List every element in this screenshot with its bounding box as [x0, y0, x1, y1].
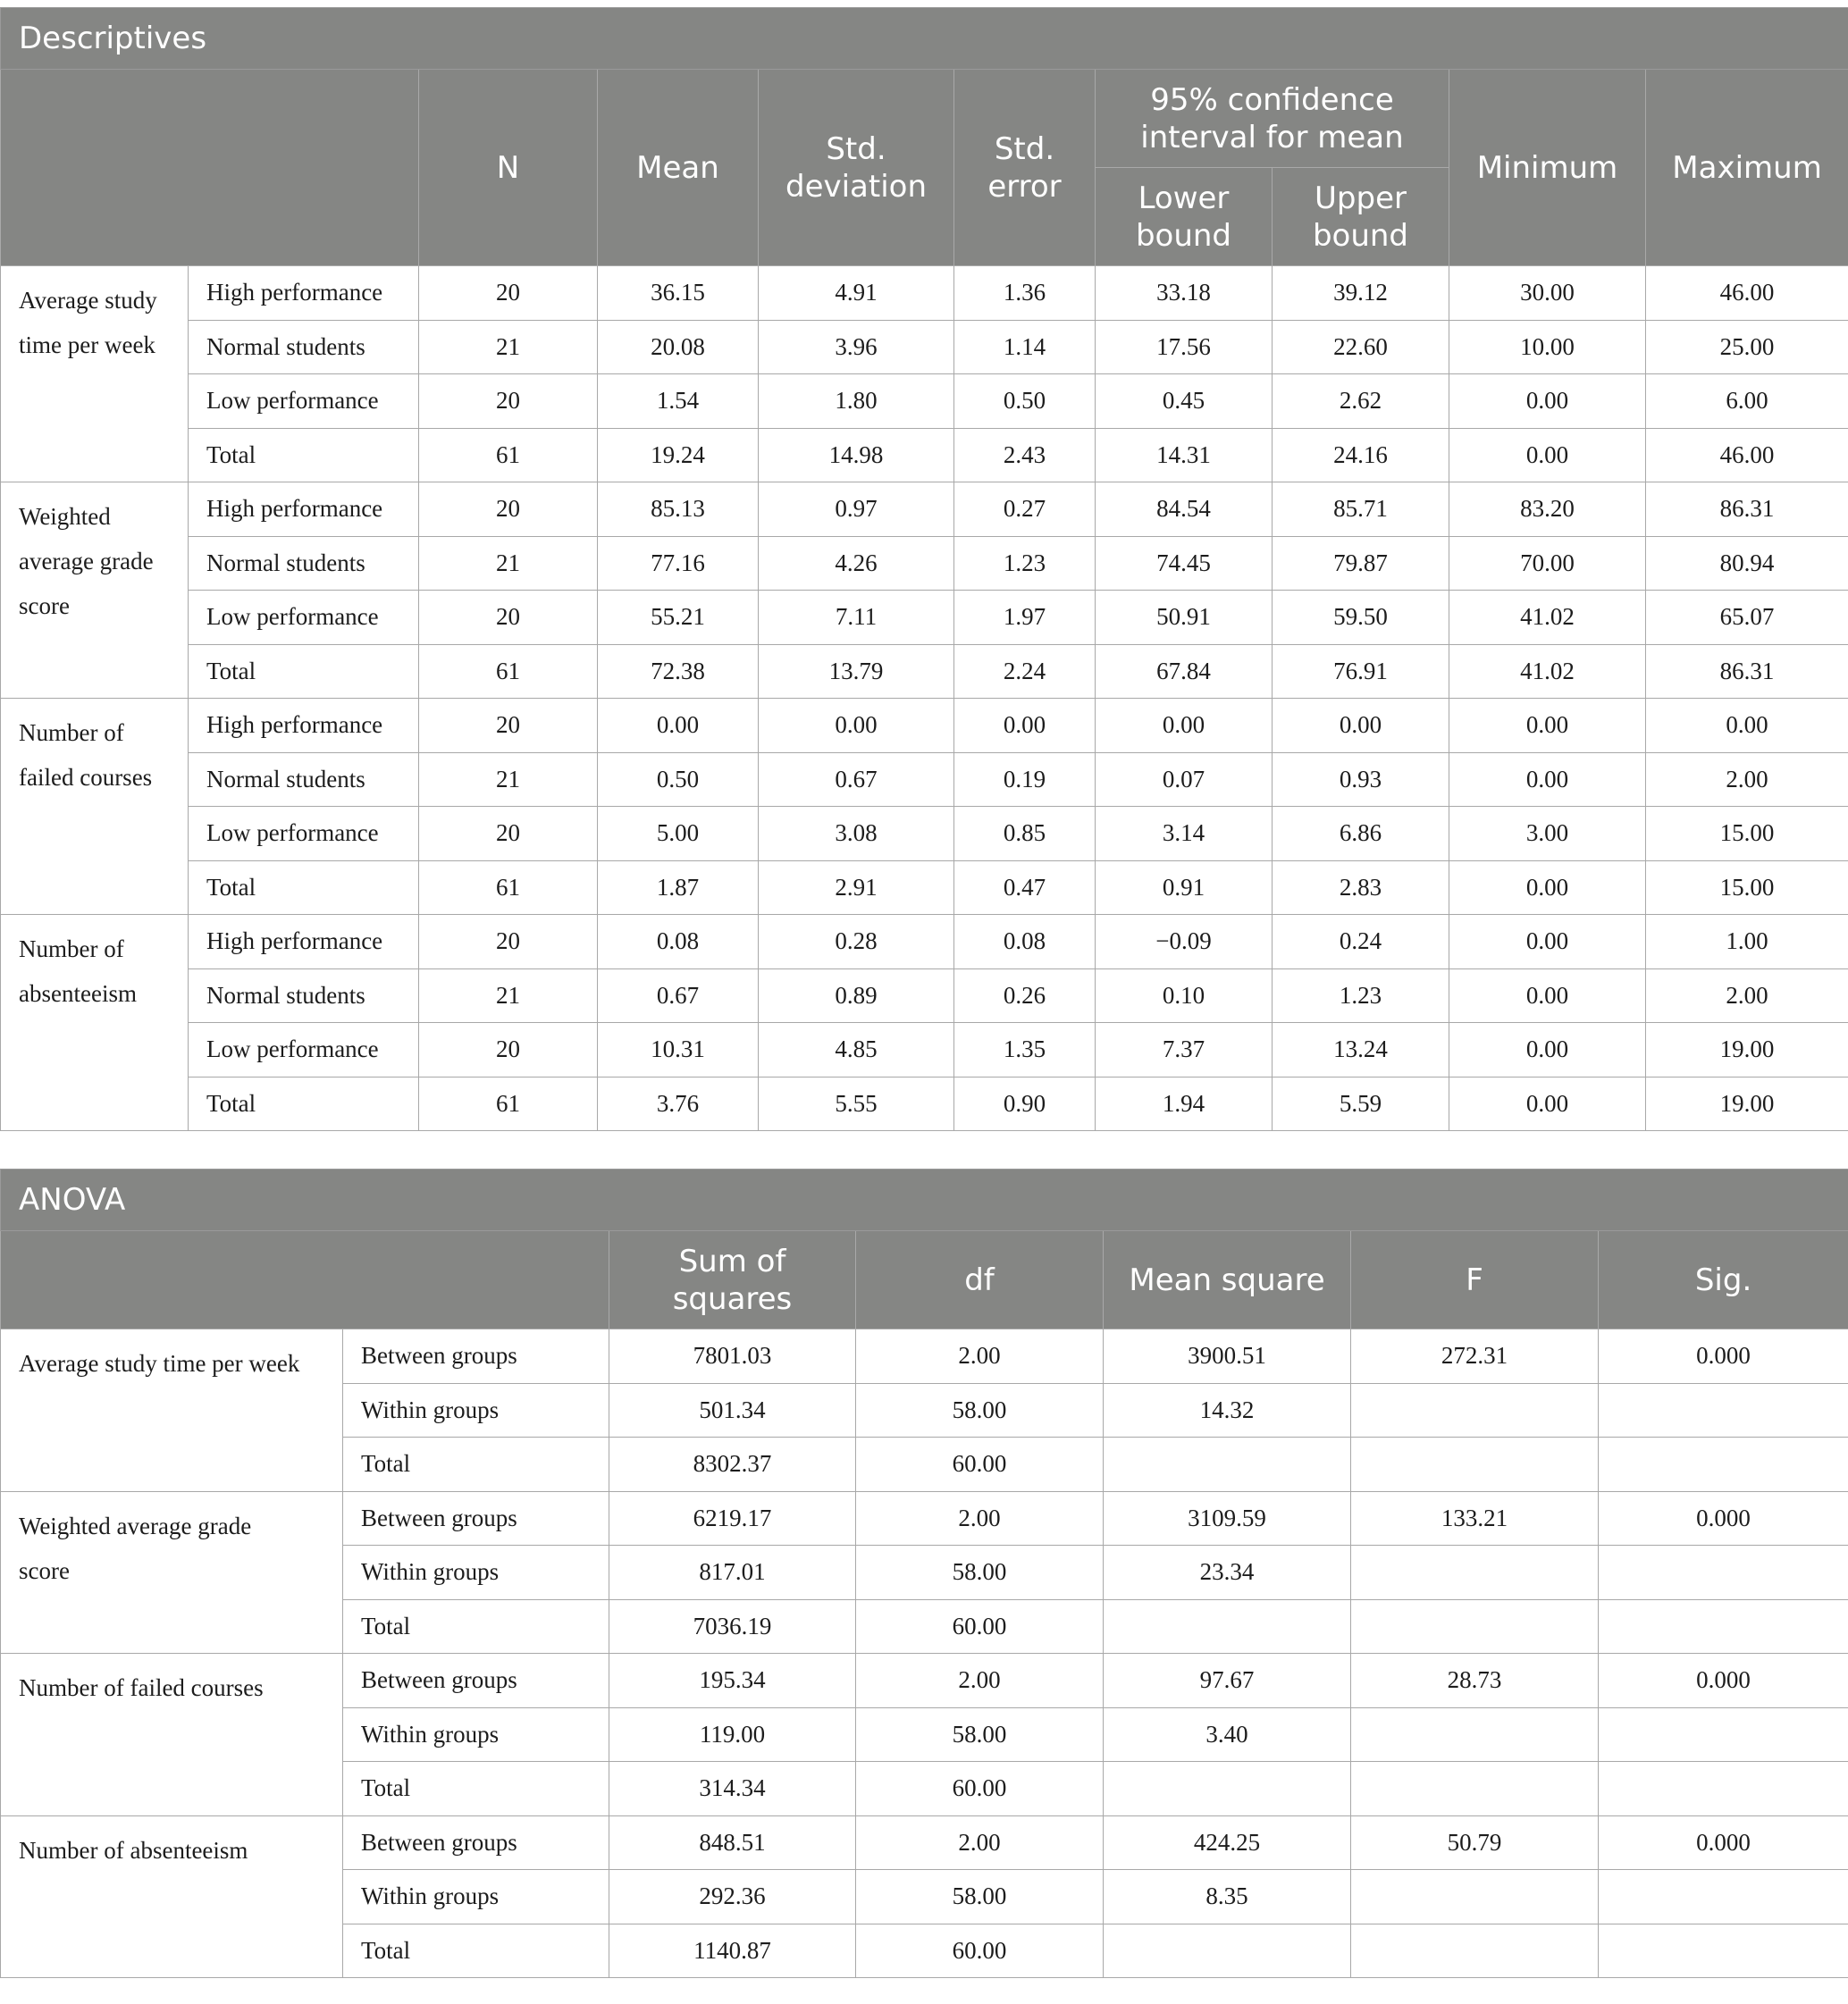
descriptives-value-cell: 0.90 — [954, 1077, 1096, 1131]
descriptives-value-cell: 46.00 — [1646, 266, 1848, 321]
anova-value-cell: 50.79 — [1351, 1815, 1599, 1870]
descriptives-group-label: Total — [189, 1077, 419, 1131]
descriptives-value-cell: 14.98 — [759, 428, 954, 482]
anova-value-cell — [1104, 1438, 1351, 1492]
anova-group-label: Total — [343, 1924, 609, 1978]
descriptives-variable-label-line: absenteeism — [19, 980, 137, 1007]
descriptives-value-cell: 2.83 — [1273, 860, 1449, 915]
anova-value-cell: 817.01 — [609, 1546, 856, 1600]
descriptives-value-cell: 0.27 — [954, 482, 1096, 537]
descriptives-group-label: Normal students — [189, 752, 419, 807]
anova-value-cell: 97.67 — [1104, 1654, 1351, 1708]
anova-value-cell: 7036.19 — [609, 1599, 856, 1654]
anova-value-cell — [1599, 1762, 1848, 1816]
descriptives-header-row — [1, 70, 1848, 168]
descriptives-value-cell: 20 — [419, 1023, 598, 1077]
header-std-deviation — [759, 70, 954, 266]
header-upper-line1: Upper — [1315, 180, 1407, 216]
anova-value-cell — [1599, 1707, 1848, 1762]
descriptives-value-cell: 61 — [419, 1077, 598, 1131]
header-df: df — [856, 1231, 1104, 1329]
descriptives-value-cell: 19.00 — [1646, 1023, 1848, 1077]
descriptives-value-cell: 0.85 — [954, 807, 1096, 861]
descriptives-value-cell: 15.00 — [1646, 860, 1848, 915]
anova-variable-label — [1, 1654, 343, 1816]
descriptives-value-cell: 79.87 — [1273, 536, 1449, 591]
descriptives-value-cell: 0.00 — [1096, 699, 1273, 753]
descriptives-value-cell: 13.24 — [1273, 1023, 1449, 1077]
anova-value-cell — [1351, 1870, 1599, 1924]
descriptives-value-cell: 0.00 — [1449, 968, 1646, 1023]
descriptives-value-cell: 20 — [419, 591, 598, 645]
anova-value-cell — [1599, 1870, 1848, 1924]
descriptives-value-cell: 1.00 — [1646, 915, 1848, 969]
header-maximum: Maximum — [1646, 70, 1848, 266]
anova-value-cell: 60.00 — [856, 1599, 1104, 1654]
anova-value-cell: 8302.37 — [609, 1438, 856, 1492]
anova-group-label: Between groups — [343, 1329, 609, 1384]
anova-value-cell: 3.40 — [1104, 1707, 1351, 1762]
descriptives-row — [1, 1023, 1848, 1077]
descriptives-value-cell: 2.62 — [1273, 374, 1449, 429]
anova-value-cell — [1599, 1383, 1848, 1438]
anova-group-label: Between groups — [343, 1815, 609, 1870]
descriptives-value-cell: 0.00 — [1449, 428, 1646, 482]
descriptives-value-cell: 33.18 — [1096, 266, 1273, 321]
descriptives-group-label: High performance — [189, 915, 419, 969]
descriptives-value-cell: 20 — [419, 266, 598, 321]
descriptives-value-cell: 0.97 — [759, 482, 954, 537]
descriptives-value-cell: 1.54 — [598, 374, 759, 429]
anova-value-cell: 58.00 — [856, 1383, 1104, 1438]
descriptives-group-label: Low performance — [189, 374, 419, 429]
descriptives-value-cell: 13.79 — [759, 644, 954, 699]
descriptives-value-cell: 0.00 — [1449, 699, 1646, 753]
header-upper-line2: bound — [1312, 217, 1409, 254]
descriptives-value-cell: 21 — [419, 968, 598, 1023]
descriptives-value-cell: 0.00 — [1449, 374, 1646, 429]
descriptives-row — [1, 644, 1848, 699]
descriptives-table — [0, 7, 1848, 1131]
descriptives-title: Descriptives — [1, 8, 1848, 70]
descriptives-value-cell: 0.19 — [954, 752, 1096, 807]
descriptives-value-cell: 7.11 — [759, 591, 954, 645]
descriptives-group-label: Low performance — [189, 1023, 419, 1077]
descriptives-variable-label — [1, 915, 189, 1131]
descriptives-value-cell: 0.24 — [1273, 915, 1449, 969]
anova-value-cell: 1140.87 — [609, 1924, 856, 1978]
descriptives-value-cell: 70.00 — [1449, 536, 1646, 591]
descriptives-value-cell: 0.00 — [1449, 1077, 1646, 1131]
header-lower-line2: bound — [1135, 217, 1232, 254]
anova-variable-label — [1, 1491, 343, 1654]
descriptives-row — [1, 807, 1848, 861]
descriptives-value-cell: 3.14 — [1096, 807, 1273, 861]
anova-group-label: Within groups — [343, 1870, 609, 1924]
anova-value-cell: 0.000 — [1599, 1329, 1848, 1384]
anova-group-label: Within groups — [343, 1383, 609, 1438]
descriptives-value-cell: 74.45 — [1096, 536, 1273, 591]
descriptives-group-label: High performance — [189, 482, 419, 537]
descriptives-value-cell: 20 — [419, 915, 598, 969]
anova-value-cell: 60.00 — [856, 1924, 1104, 1978]
anova-value-cell: 848.51 — [609, 1815, 856, 1870]
descriptives-value-cell: 0.00 — [1449, 915, 1646, 969]
descriptives-group-label: Total — [189, 644, 419, 699]
descriptives-value-cell: 20 — [419, 699, 598, 753]
anova-group-label: Total — [343, 1762, 609, 1816]
header-sum-of-squares — [609, 1231, 856, 1329]
header-ss-line1: Sum of — [678, 1243, 786, 1279]
header-lower-bound — [1096, 168, 1273, 266]
descriptives-value-cell: 6.00 — [1646, 374, 1848, 429]
anova-value-cell — [1351, 1762, 1599, 1816]
anova-value-cell: 58.00 — [856, 1870, 1104, 1924]
descriptives-row — [1, 482, 1848, 537]
anova-value-cell — [1104, 1762, 1351, 1816]
anova-value-cell: 2.00 — [856, 1815, 1104, 1870]
anova-row — [1, 1815, 1848, 1870]
descriptives-value-cell: 0.50 — [598, 752, 759, 807]
descriptives-variable-label-line: time per week — [19, 331, 155, 358]
descriptives-group-label: High performance — [189, 699, 419, 753]
anova-value-cell: 60.00 — [856, 1438, 1104, 1492]
descriptives-group-label: Low performance — [189, 591, 419, 645]
descriptives-value-cell: 36.15 — [598, 266, 759, 321]
descriptives-value-cell: 61 — [419, 428, 598, 482]
header-mean: Mean — [598, 70, 759, 266]
descriptives-value-cell: 1.35 — [954, 1023, 1096, 1077]
descriptives-value-cell: 0.08 — [954, 915, 1096, 969]
descriptives-value-cell: 39.12 — [1273, 266, 1449, 321]
descriptives-value-cell: 86.31 — [1646, 482, 1848, 537]
descriptives-group-label: Total — [189, 860, 419, 915]
header-lower-line1: Lower — [1138, 180, 1230, 216]
descriptives-variable-label-line: failed courses — [19, 764, 153, 791]
descriptives-value-cell: 0.00 — [1449, 860, 1646, 915]
anova-value-cell: 0.000 — [1599, 1815, 1848, 1870]
descriptives-value-cell: 83.20 — [1449, 482, 1646, 537]
descriptives-value-cell: 84.54 — [1096, 482, 1273, 537]
anova-value-cell — [1104, 1924, 1351, 1978]
anova-group-label: Between groups — [343, 1654, 609, 1708]
header-sig: Sig. — [1599, 1231, 1848, 1329]
descriptives-value-cell: 2.43 — [954, 428, 1096, 482]
descriptives-value-cell: 0.50 — [954, 374, 1096, 429]
anova-header-row — [1, 1231, 1848, 1329]
anova-title: ANOVA — [1, 1170, 1848, 1231]
descriptives-value-cell: 2.00 — [1646, 752, 1848, 807]
descriptives-value-cell: 0.45 — [1096, 374, 1273, 429]
anova-value-cell — [1351, 1707, 1599, 1762]
header-upper-bound — [1273, 168, 1449, 266]
descriptives-value-cell: 1.14 — [954, 320, 1096, 374]
descriptives-row — [1, 320, 1848, 374]
descriptives-value-cell: 0.00 — [1449, 1023, 1646, 1077]
descriptives-row — [1, 266, 1848, 321]
anova-value-cell: 28.73 — [1351, 1654, 1599, 1708]
anova-variable-label-line: Number of failed courses — [19, 1674, 264, 1701]
header-std-error-line1: Std. — [994, 130, 1055, 167]
descriptives-value-cell: 1.23 — [954, 536, 1096, 591]
descriptives-row — [1, 1077, 1848, 1131]
descriptives-value-cell: 0.00 — [1646, 699, 1848, 753]
descriptives-value-cell: 61 — [419, 644, 598, 699]
anova-value-cell: 8.35 — [1104, 1870, 1351, 1924]
descriptives-value-cell: 5.55 — [759, 1077, 954, 1131]
descriptives-value-cell: 0.00 — [598, 699, 759, 753]
descriptives-row — [1, 374, 1848, 429]
descriptives-value-cell: 3.76 — [598, 1077, 759, 1131]
header-ci-line2: interval for mean — [1140, 119, 1404, 155]
descriptives-group-label: Total — [189, 428, 419, 482]
anova-group-label: Between groups — [343, 1491, 609, 1546]
descriptives-group-label: Low performance — [189, 807, 419, 861]
descriptives-variable-label-line: Number of — [19, 719, 124, 746]
descriptives-value-cell: 4.91 — [759, 266, 954, 321]
anova-value-cell — [1599, 1599, 1848, 1654]
descriptives-title-row — [1, 8, 1848, 70]
descriptives-row — [1, 428, 1848, 482]
descriptives-row — [1, 699, 1848, 753]
anova-value-cell: 292.36 — [609, 1870, 856, 1924]
descriptives-variable-label — [1, 699, 189, 915]
descriptives-value-cell: 15.00 — [1646, 807, 1848, 861]
descriptives-value-cell: 19.00 — [1646, 1077, 1848, 1131]
anova-row — [1, 1491, 1848, 1546]
anova-value-cell: 272.31 — [1351, 1329, 1599, 1384]
descriptives-value-cell: 25.00 — [1646, 320, 1848, 374]
descriptives-group-label: Normal students — [189, 536, 419, 591]
anova-value-cell — [1599, 1924, 1848, 1978]
header-std-deviation-line1: Std. — [826, 130, 886, 167]
descriptives-value-cell: 0.47 — [954, 860, 1096, 915]
descriptives-value-cell: 0.00 — [1273, 699, 1449, 753]
descriptives-value-cell: 22.60 — [1273, 320, 1449, 374]
header-mean-square: Mean square — [1104, 1231, 1351, 1329]
anova-value-cell: 60.00 — [856, 1762, 1104, 1816]
descriptives-value-cell: 4.85 — [759, 1023, 954, 1077]
descriptives-value-cell: 20 — [419, 374, 598, 429]
descriptives-row — [1, 860, 1848, 915]
anova-table — [0, 1169, 1848, 1978]
descriptives-value-cell: 14.31 — [1096, 428, 1273, 482]
descriptives-value-cell: 20 — [419, 482, 598, 537]
anova-value-cell — [1351, 1924, 1599, 1978]
descriptives-value-cell: 3.00 — [1449, 807, 1646, 861]
anova-title-row — [1, 1170, 1848, 1231]
descriptives-corner-cell — [1, 70, 419, 266]
anova-value-cell: 7801.03 — [609, 1329, 856, 1384]
anova-value-cell — [1104, 1599, 1351, 1654]
descriptives-value-cell: −0.09 — [1096, 915, 1273, 969]
descriptives-row — [1, 536, 1848, 591]
descriptives-value-cell: 0.26 — [954, 968, 1096, 1023]
descriptives-value-cell: 21 — [419, 320, 598, 374]
anova-variable-label-line: Weighted average grade — [19, 1512, 252, 1539]
descriptives-value-cell: 0.67 — [598, 968, 759, 1023]
descriptives-value-cell: 0.67 — [759, 752, 954, 807]
descriptives-row — [1, 968, 1848, 1023]
descriptives-value-cell: 0.89 — [759, 968, 954, 1023]
descriptives-value-cell: 65.07 — [1646, 591, 1848, 645]
descriptives-value-cell: 46.00 — [1646, 428, 1848, 482]
descriptives-value-cell: 41.02 — [1449, 644, 1646, 699]
descriptives-value-cell: 3.96 — [759, 320, 954, 374]
descriptives-row — [1, 591, 1848, 645]
descriptives-value-cell: 80.94 — [1646, 536, 1848, 591]
descriptives-value-cell: 59.50 — [1273, 591, 1449, 645]
anova-value-cell: 119.00 — [609, 1707, 856, 1762]
anova-value-cell: 2.00 — [856, 1329, 1104, 1384]
descriptives-value-cell: 85.71 — [1273, 482, 1449, 537]
descriptives-value-cell: 1.87 — [598, 860, 759, 915]
descriptives-value-cell: 2.00 — [1646, 968, 1848, 1023]
descriptives-value-cell: 1.80 — [759, 374, 954, 429]
descriptives-value-cell: 20.08 — [598, 320, 759, 374]
anova-value-cell — [1599, 1546, 1848, 1600]
descriptives-value-cell: 30.00 — [1449, 266, 1646, 321]
descriptives-value-cell: 85.13 — [598, 482, 759, 537]
descriptives-value-cell: 61 — [419, 860, 598, 915]
anova-value-cell: 2.00 — [856, 1654, 1104, 1708]
descriptives-value-cell: 0.00 — [759, 699, 954, 753]
anova-row — [1, 1329, 1848, 1384]
anova-body — [1, 1329, 1848, 1978]
header-std-error — [954, 70, 1096, 266]
descriptives-group-label: High performance — [189, 266, 419, 321]
anova-value-cell: 195.34 — [609, 1654, 856, 1708]
descriptives-value-cell: 19.24 — [598, 428, 759, 482]
header-f: F — [1351, 1231, 1599, 1329]
anova-value-cell — [1351, 1546, 1599, 1600]
descriptives-value-cell: 10.00 — [1449, 320, 1646, 374]
anova-value-cell: 58.00 — [856, 1546, 1104, 1600]
descriptives-value-cell: 76.91 — [1273, 644, 1449, 699]
descriptives-value-cell: 0.10 — [1096, 968, 1273, 1023]
anova-value-cell — [1351, 1383, 1599, 1438]
descriptives-value-cell: 1.94 — [1096, 1077, 1273, 1131]
descriptives-value-cell: 21 — [419, 536, 598, 591]
anova-group-label: Total — [343, 1438, 609, 1492]
header-confidence-interval — [1096, 70, 1449, 168]
anova-value-cell: 424.25 — [1104, 1815, 1351, 1870]
descriptives-group-label: Normal students — [189, 968, 419, 1023]
header-ss-line2: squares — [672, 1280, 793, 1317]
anova-value-cell: 2.00 — [856, 1491, 1104, 1546]
anova-value-cell — [1599, 1438, 1848, 1492]
header-std-deviation-line2: deviation — [785, 168, 928, 205]
descriptives-value-cell: 20 — [419, 807, 598, 861]
anova-value-cell: 0.000 — [1599, 1491, 1848, 1546]
anova-value-cell: 3900.51 — [1104, 1329, 1351, 1384]
anova-value-cell: 58.00 — [856, 1707, 1104, 1762]
descriptives-value-cell: 2.91 — [759, 860, 954, 915]
anova-value-cell — [1351, 1438, 1599, 1492]
descriptives-value-cell: 17.56 — [1096, 320, 1273, 374]
anova-corner-cell — [1, 1231, 609, 1329]
descriptives-value-cell: 0.00 — [954, 699, 1096, 753]
descriptives-value-cell: 1.36 — [954, 266, 1096, 321]
anova-value-cell: 3109.59 — [1104, 1491, 1351, 1546]
header-n: N — [419, 70, 598, 266]
anova-value-cell: 14.32 — [1104, 1383, 1351, 1438]
descriptives-variable-label-line: average grade — [19, 548, 154, 574]
descriptives-value-cell: 0.00 — [1449, 752, 1646, 807]
anova-value-cell: 133.21 — [1351, 1491, 1599, 1546]
descriptives-value-cell: 10.31 — [598, 1023, 759, 1077]
descriptives-value-cell: 2.24 — [954, 644, 1096, 699]
descriptives-value-cell: 72.38 — [598, 644, 759, 699]
descriptives-value-cell: 21 — [419, 752, 598, 807]
descriptives-value-cell: 0.07 — [1096, 752, 1273, 807]
descriptives-variable-label — [1, 482, 189, 699]
descriptives-value-cell: 86.31 — [1646, 644, 1848, 699]
descriptives-value-cell: 0.91 — [1096, 860, 1273, 915]
descriptives-value-cell: 5.00 — [598, 807, 759, 861]
descriptives-variable-label-line: Number of — [19, 935, 124, 962]
anova-variable-label-line: Average study time per week — [19, 1350, 300, 1377]
descriptives-variable-label-line: Average study — [19, 287, 157, 314]
anova-variable-label-line: score — [19, 1556, 70, 1584]
anova-variable-label — [1, 1815, 343, 1978]
descriptives-value-cell: 3.08 — [759, 807, 954, 861]
anova-group-label: Total — [343, 1599, 609, 1654]
descriptives-value-cell: 55.21 — [598, 591, 759, 645]
anova-value-cell: 23.34 — [1104, 1546, 1351, 1600]
anova-value-cell: 6219.17 — [609, 1491, 856, 1546]
descriptives-variable-label-line: Weighted — [19, 503, 111, 530]
descriptives-value-cell: 24.16 — [1273, 428, 1449, 482]
descriptives-value-cell: 1.97 — [954, 591, 1096, 645]
descriptives-group-label: Normal students — [189, 320, 419, 374]
descriptives-value-cell: 0.08 — [598, 915, 759, 969]
header-std-error-line2: error — [987, 168, 1062, 205]
descriptives-value-cell: 41.02 — [1449, 591, 1646, 645]
descriptives-value-cell: 0.28 — [759, 915, 954, 969]
anova-group-label: Within groups — [343, 1707, 609, 1762]
descriptives-variable-label — [1, 266, 189, 482]
descriptives-value-cell: 77.16 — [598, 536, 759, 591]
descriptives-body — [1, 266, 1848, 1131]
descriptives-value-cell: 5.59 — [1273, 1077, 1449, 1131]
descriptives-value-cell: 6.86 — [1273, 807, 1449, 861]
header-ci-line1: 95% confidence — [1150, 81, 1394, 118]
anova-group-label: Within groups — [343, 1546, 609, 1600]
descriptives-value-cell: 67.84 — [1096, 644, 1273, 699]
header-minimum: Minimum — [1449, 70, 1646, 266]
descriptives-value-cell: 4.26 — [759, 536, 954, 591]
anova-row — [1, 1654, 1848, 1708]
anova-value-cell — [1351, 1599, 1599, 1654]
anova-variable-label — [1, 1329, 343, 1492]
anova-value-cell: 0.000 — [1599, 1654, 1848, 1708]
anova-variable-label-line: Number of absenteeism — [19, 1836, 248, 1864]
anova-value-cell: 501.34 — [609, 1383, 856, 1438]
descriptives-value-cell: 0.93 — [1273, 752, 1449, 807]
descriptives-row — [1, 752, 1848, 807]
descriptives-value-cell: 50.91 — [1096, 591, 1273, 645]
descriptives-row — [1, 915, 1848, 969]
anova-value-cell: 314.34 — [609, 1762, 856, 1816]
descriptives-value-cell: 1.23 — [1273, 968, 1449, 1023]
descriptives-value-cell: 7.37 — [1096, 1023, 1273, 1077]
descriptives-variable-label-line: score — [19, 592, 70, 619]
